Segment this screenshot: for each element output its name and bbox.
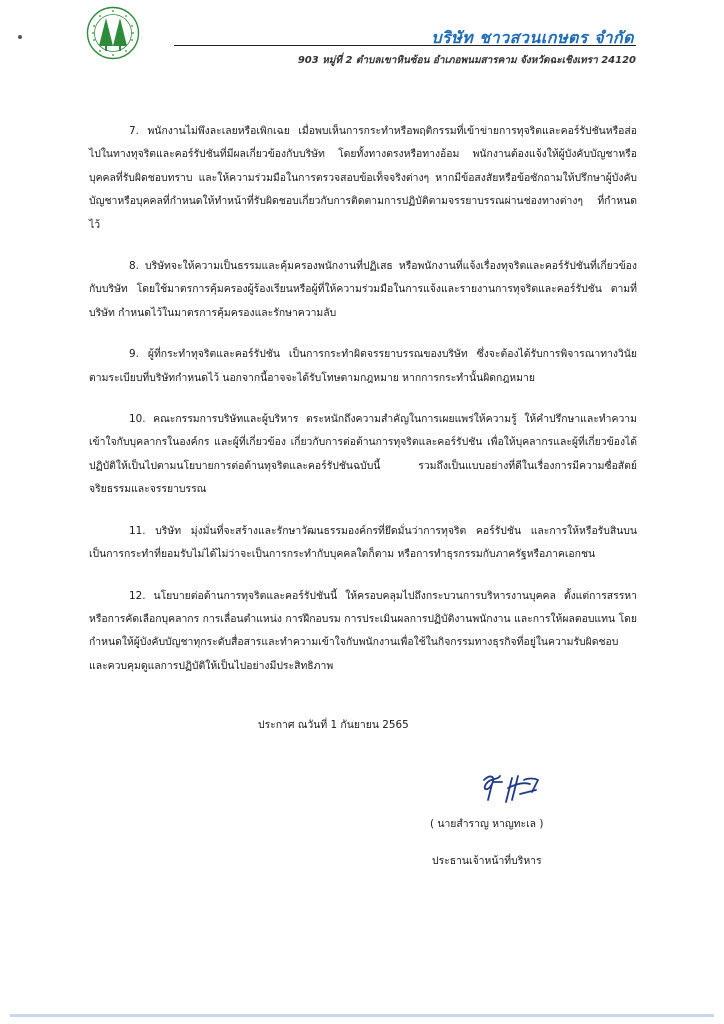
policy-clause-11: 11. บริษัท มุ่งมั่นที่จะสร้างและรักษาวัฒนธรรมองค์กรที่ยึดมั่นว่าการทุจริต คอร์รัปชัน และการให้หรือรับสินบนเป็นการกระทำที่ยอมรับไม่ได้ไม่ว่าจะเป็นการกระทำกับบุคคลใดก็ตาม หรือการทำธุรกรรมกับภาครัฐหรือภาคเอกชน [89, 524, 637, 561]
policy-clause-9: 9. ผู้ที่กระทำทุจริตและคอร์รัปชัน เป็นการกระทำผิดจรรยาบรรณของบริษัท ซึ่งจะต้องได้รับการพิจารณาทางวินัยตามระเบียบที่บริษัทกำหนดไว้ นอกจากนี้อาจจะได้รับโทษตามกฎหมาย หากการกระทำนั้นผิดกฎหมาย [89, 348, 637, 384]
announcement-date: ประกาศ ณวันที่ 1 กันยายน 2565 [258, 719, 409, 731]
policy-clause-10: 10. คณะกรรมการบริษัทและผู้บริหาร ตระหนักถึงความสำคัญในการเผยแพร่ให้ความรู้ ให้คำปรึกษาและทำความเข้าใจกับบุคลากรในองค์กร และผู้ที่เกี่ยวข้อง เกี่ยวกับการต่อต้านการทุจริตและคอร์รัปชัน เพื่อให้บุคลากรและผู้ที่เกี่ยวข้องได้ปฏิบัติให้เป็นไปตามนโยบายการต่อต้านทุจริตและคอร์รัปชันฉบับนี้ รวมถึงเป็นแบบอย่างที่ดีในเรื่องการมีความซื่อสัตย์ จริยธรรมและจรรยาบรรณ [89, 413, 637, 496]
footer-bar [10, 1014, 714, 1017]
signer-name: ( นายสำราญ หาญทะเล ) [430, 818, 544, 830]
header-divider [174, 45, 636, 46]
company-name: บริษัท ชาวสวนเกษตร จำกัด [431, 28, 634, 47]
signer-title: ประธานเจ้าหน้าที่บริหาร [432, 855, 542, 867]
policy-clause-12: 12. นโยบายต่อต้านการทุจริตและคอร์รัปชันนี้ ให้ครอบคลุมไปถึงกระบวนการบริหารงานบุคคล ตั้งแต่การสรรหาหรือการคัดเลือกบุคลากร การเลื่อนตำแหน่ง การฝึกอบรม การประเมินผลการปฏิบัติงานพนักงาน และการให้ผลตอบแทน โดยกำหนดให้ผู้บังคับบัญชาทุกระดับสื่อสารและทำความเข้าใจกับพนักงานเพื่อใช้ในกิจกรรมทางธุรกิจที่อยู่ในความรับผิดชอบและควบคุมดูแลการปฏิบัติให้เป็นไปอย่างมีประสิทธิภาพ [89, 589, 637, 672]
company-address: 903 หมู่ที่ 2 ตำบลเขาหินซ้อน อำเภอพนมสารคาม จังหวัดฉะเชิงเทรา 24120 [297, 55, 636, 66]
policy-clause-8: 8. บริษัทจะให้ความเป็นธรรมและคุ้มครองพนักงานที่ปฏิเสธ หรือพนักงานที่แจ้งเรื่องทุจริตและคอร์รัปชันที่เกี่ยวข้องกับบริษัท โดยใช้มาตรการคุ้มครองผู้ร้องเรียนหรือผู้ที่ให้ความร่วมมือในการแจ้งและรายงานการทุจริตและคอร์รัปชัน ตามที่บริษัท กำหนดไว้ในมาตรการคุ้มครองและรักษาความลับ [89, 260, 637, 319]
policy-body [89, 120, 637, 696]
policy-clause-7: 7. พนักงานไม่พึงละเลยหรือเพิกเฉย เมื่อพบเห็นการกระทำหรือพฤติกรรมที่เข้าข่ายการทุจริตและคอร์รัปชันหรือส่อไปในทางทุจริตและคอร์รัปชันที่มีผลเกี่ยวข้องกับบริษัท โดยทั้งทางตรงหรือทางอ้อม พนักงานต้องแจ้งให้ผู้บังคับบัญชาหรือบุคคลที่รับผิดชอบทราบ และให้ความร่วมมือในการตรวจสอบข้อเท็จจริงต่างๆ หากมีข้อสงสัยหรือข้อซักถามให้ปรึกษาผู้บังคับบัญชาหรือบุคคลที่กำหนดให้ทำหน้าที่รับผิดชอบเกี่ยวกับการติดตามการปฏิบัติตามจรรยาบรรณผ่านช่องทางต่างๆ ที่กำหนดไว้ [89, 125, 637, 231]
signature-icon [478, 770, 548, 810]
company-logo-icon [86, 6, 140, 60]
scan-mark [18, 35, 22, 39]
